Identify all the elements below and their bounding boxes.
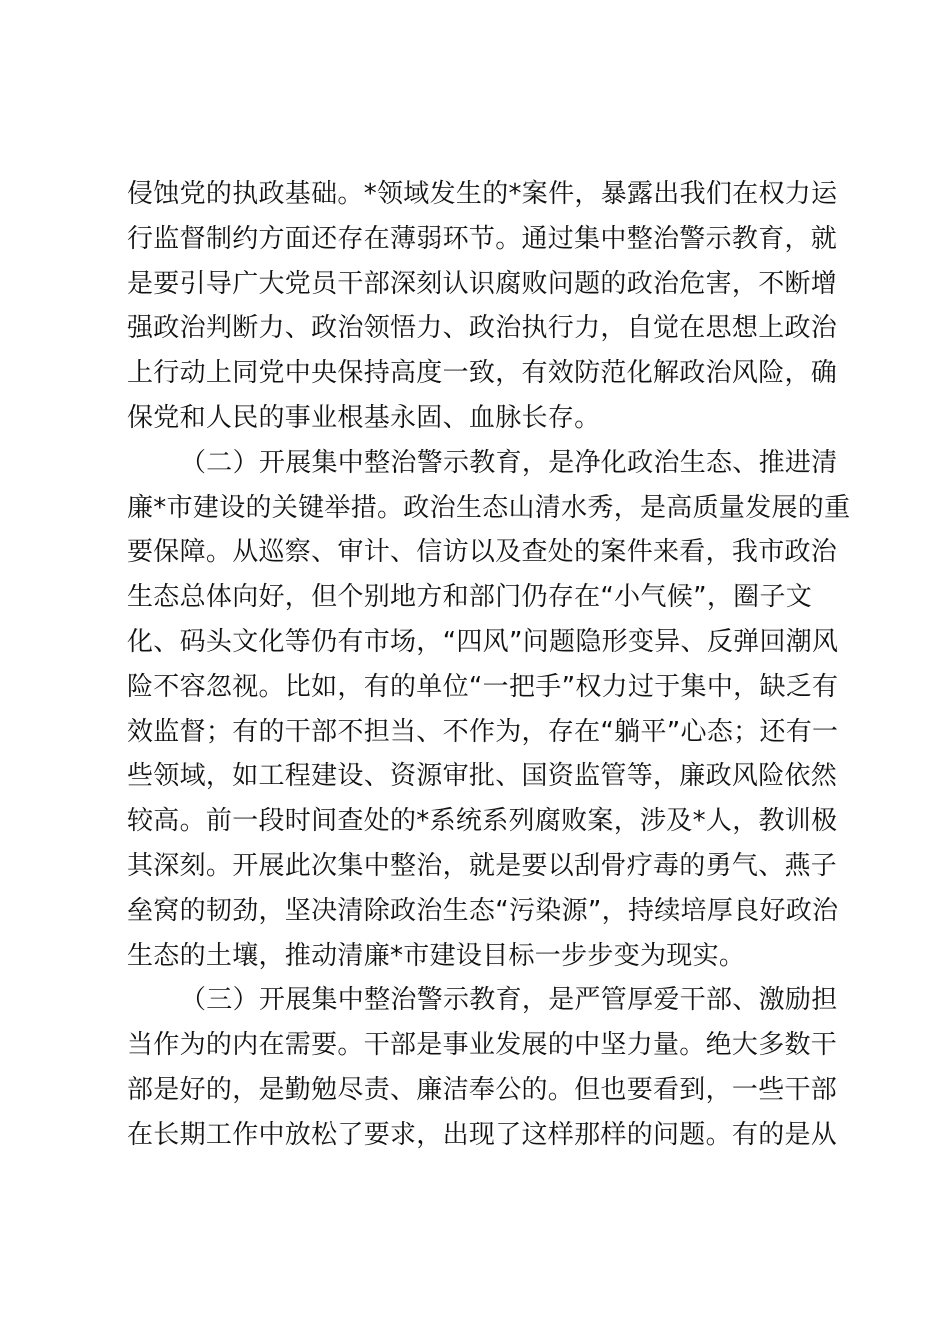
text-line: 些领域，如工程建设、资源审批、国资监管等，廉政风险依然 (127, 761, 838, 792)
body-text (127, 172, 851, 1158)
text-line: 部是好的，是勤勉尽责、廉洁奉公的。但也要看到，一些干部 (127, 1074, 838, 1105)
text-line: 生态的土壤，推动清廉*市建设目标一步步变为现实。 (127, 940, 746, 971)
text-line: 当作为的内在需要。干部是事业发展的中坚力量。绝大多数干 (127, 1030, 838, 1061)
text-line: 效监督；有的干部不担当、不作为，存在“躺平”心态；还有一 (127, 716, 839, 747)
text-line: 保党和人民的事业根基永固、血脉长存。 (127, 402, 601, 433)
text-line: 化、码头文化等仍有市场，“四风”问题隐形变异、反弹回潮风 (127, 626, 839, 657)
text-line: 在长期工作中放松了要求，出现了这样那样的问题。有的是从 (127, 1119, 838, 1150)
text-line: 要保障。从巡察、审计、信访以及查处的案件来看，我市政治 (127, 537, 838, 568)
text-line: 其深刻。开展此次集中整治，就是要以刮骨疗毒的勇气、燕子 (127, 850, 838, 881)
text-line: 强政治判断力、政治领悟力、政治执行力，自觉在思想上政治 (127, 313, 838, 344)
text-line: 险不容忽视。比如，有的单位“一把手”权力过于集中，缺乏有 (127, 671, 839, 702)
text-line: 较高。前一段时间查处的*系统系列腐败案，涉及*人，教训极 (127, 806, 838, 837)
text-line: 上行动上同党中央保持高度一致，有效防范化解政治风险，确 (127, 358, 838, 389)
text-line: 垒窝的韧劲，坚决清除政治生态“污染源”，持续培厚良好政治 (127, 895, 839, 926)
text-line: （三）开展集中整治警示教育，是严管厚爱干部、激励担 (180, 985, 838, 1016)
text-line: （二）开展集中整治警示教育，是净化政治生态、推进清 (180, 447, 838, 478)
text-line: 行监督制约方面还存在薄弱环节。通过集中整治警示教育，就 (127, 223, 838, 254)
text-line: 侵蚀党的执政基础。*领域发生的*案件，暴露出我们在权力运 (127, 179, 838, 209)
text-line: 生态总体向好，但个别地方和部门仍存在“小气候”，圈子文 (127, 582, 813, 613)
text-line: 廉*市建设的关键举措。政治生态山清水秀，是高质量发展的重 (127, 492, 851, 523)
text-line: 是要引导广大党员干部深刻认识腐败问题的政治危害，不断增 (127, 268, 838, 299)
